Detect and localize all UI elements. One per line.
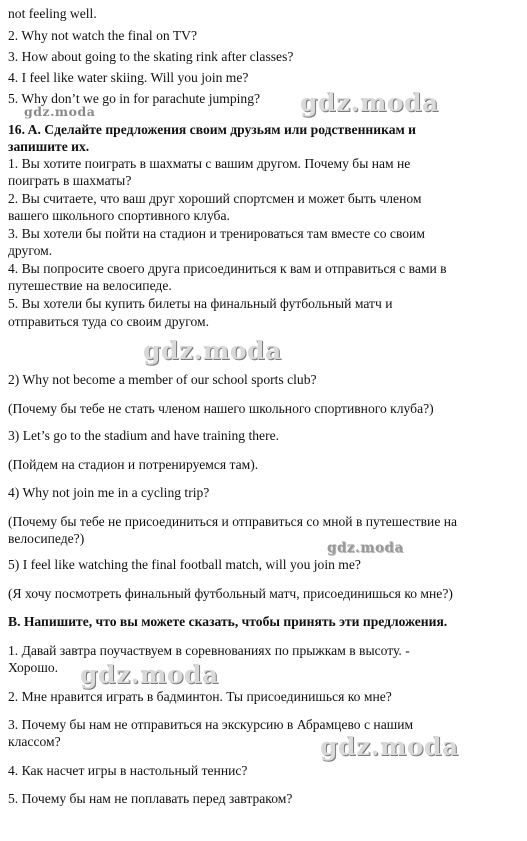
text-line: Хорошо. — [8, 660, 59, 675]
section-b-title: B. Напишите, что вы можете сказать, чтобы принять эти предложения. — [8, 614, 448, 629]
section-a-title: 16. A. Сделайте предложения своим друзьям или родственникам и — [8, 122, 416, 137]
watermark: gdz.moda — [143, 336, 282, 365]
answer-line: 3) Let’s go to the stadium and have training there. — [8, 428, 280, 443]
text-line: отправиться туда со своим другом. — [8, 314, 209, 329]
text-line: 3. Почему бы нам не отправиться на экскурсию в Абрамцево с нашим — [8, 717, 414, 732]
answer-line: (Почему бы тебе не стать членом нашего школьного спортивного клуба?) — [8, 401, 434, 416]
answer-line: велосипеде?) — [8, 531, 85, 546]
text-line: 2. Мне нравится играть в бадминтон. Ты присоединишься ко мне? — [8, 689, 392, 704]
answer-line: 5) I feel like watching the final football match, will you join me? — [8, 557, 361, 572]
watermark: gdz.moda — [300, 88, 439, 117]
text-line: вашего школьного спортивного клуба. — [8, 208, 230, 223]
watermark: gdz.moda — [327, 540, 404, 556]
watermark: gdz.moda — [24, 104, 96, 119]
text-line: 2. Вы считаете, что ваш друг хороший спортсмен и может быть членом — [8, 191, 422, 206]
text-line: 5. Почему бы нам не поплавать перед завтраком? — [8, 791, 293, 806]
text-line: классом? — [8, 734, 61, 749]
text-line: 5. Why don’t we go in for parachute jumping? — [8, 91, 261, 106]
text-line: 3. How about going to the skating rink after classes? — [8, 49, 294, 64]
watermark: gdz.moda — [320, 732, 459, 761]
answer-line: (Почему бы тебе не присоединиться и отправиться со мной в путешествие на — [8, 514, 458, 529]
text-line: 5. Вы хотели бы купить билеты на финальный футбольный матч и — [8, 296, 393, 311]
answer-line: 4) Why not join me in a cycling trip? — [8, 485, 210, 500]
text-line: 4. I feel like water skiing. Will you join me? — [8, 70, 249, 85]
answer-line: 2) Why not become a member of our school sports club? — [8, 372, 317, 387]
section-a-title: запишите их. — [8, 139, 90, 154]
text-line: поиграть в шахматы? — [8, 173, 132, 188]
watermark: gdz.moda — [80, 660, 219, 689]
text-line: 1. Вы хотите поиграть в шахматы с вашим другом. Почему бы нам не — [8, 156, 411, 171]
text-line: 4. Вы попросите своего друга присоединиться к вам и отправиться с вами в — [8, 261, 447, 276]
answer-line: (Пойдем на стадион и потренируемся там). — [8, 457, 259, 472]
answer-line: (Я хочу посмотреть финальный футбольный матч, присоединишься ко мне?) — [8, 586, 453, 601]
text-line: not feeling well. — [8, 6, 97, 21]
text-line: 4. Как насчет игры в настольный теннис? — [8, 763, 248, 778]
text-line: путешествие на велосипеде. — [8, 278, 172, 293]
text-line: 2. Why not watch the final on TV? — [8, 28, 198, 43]
text-line: 1. Давай завтра поучаствуем в соревнованиях по прыжкам в высоту. - — [8, 643, 410, 658]
text-line: 3. Вы хотели бы пойти на стадион и тренироваться там вместе со своим — [8, 226, 425, 241]
text-line: другом. — [8, 243, 53, 258]
